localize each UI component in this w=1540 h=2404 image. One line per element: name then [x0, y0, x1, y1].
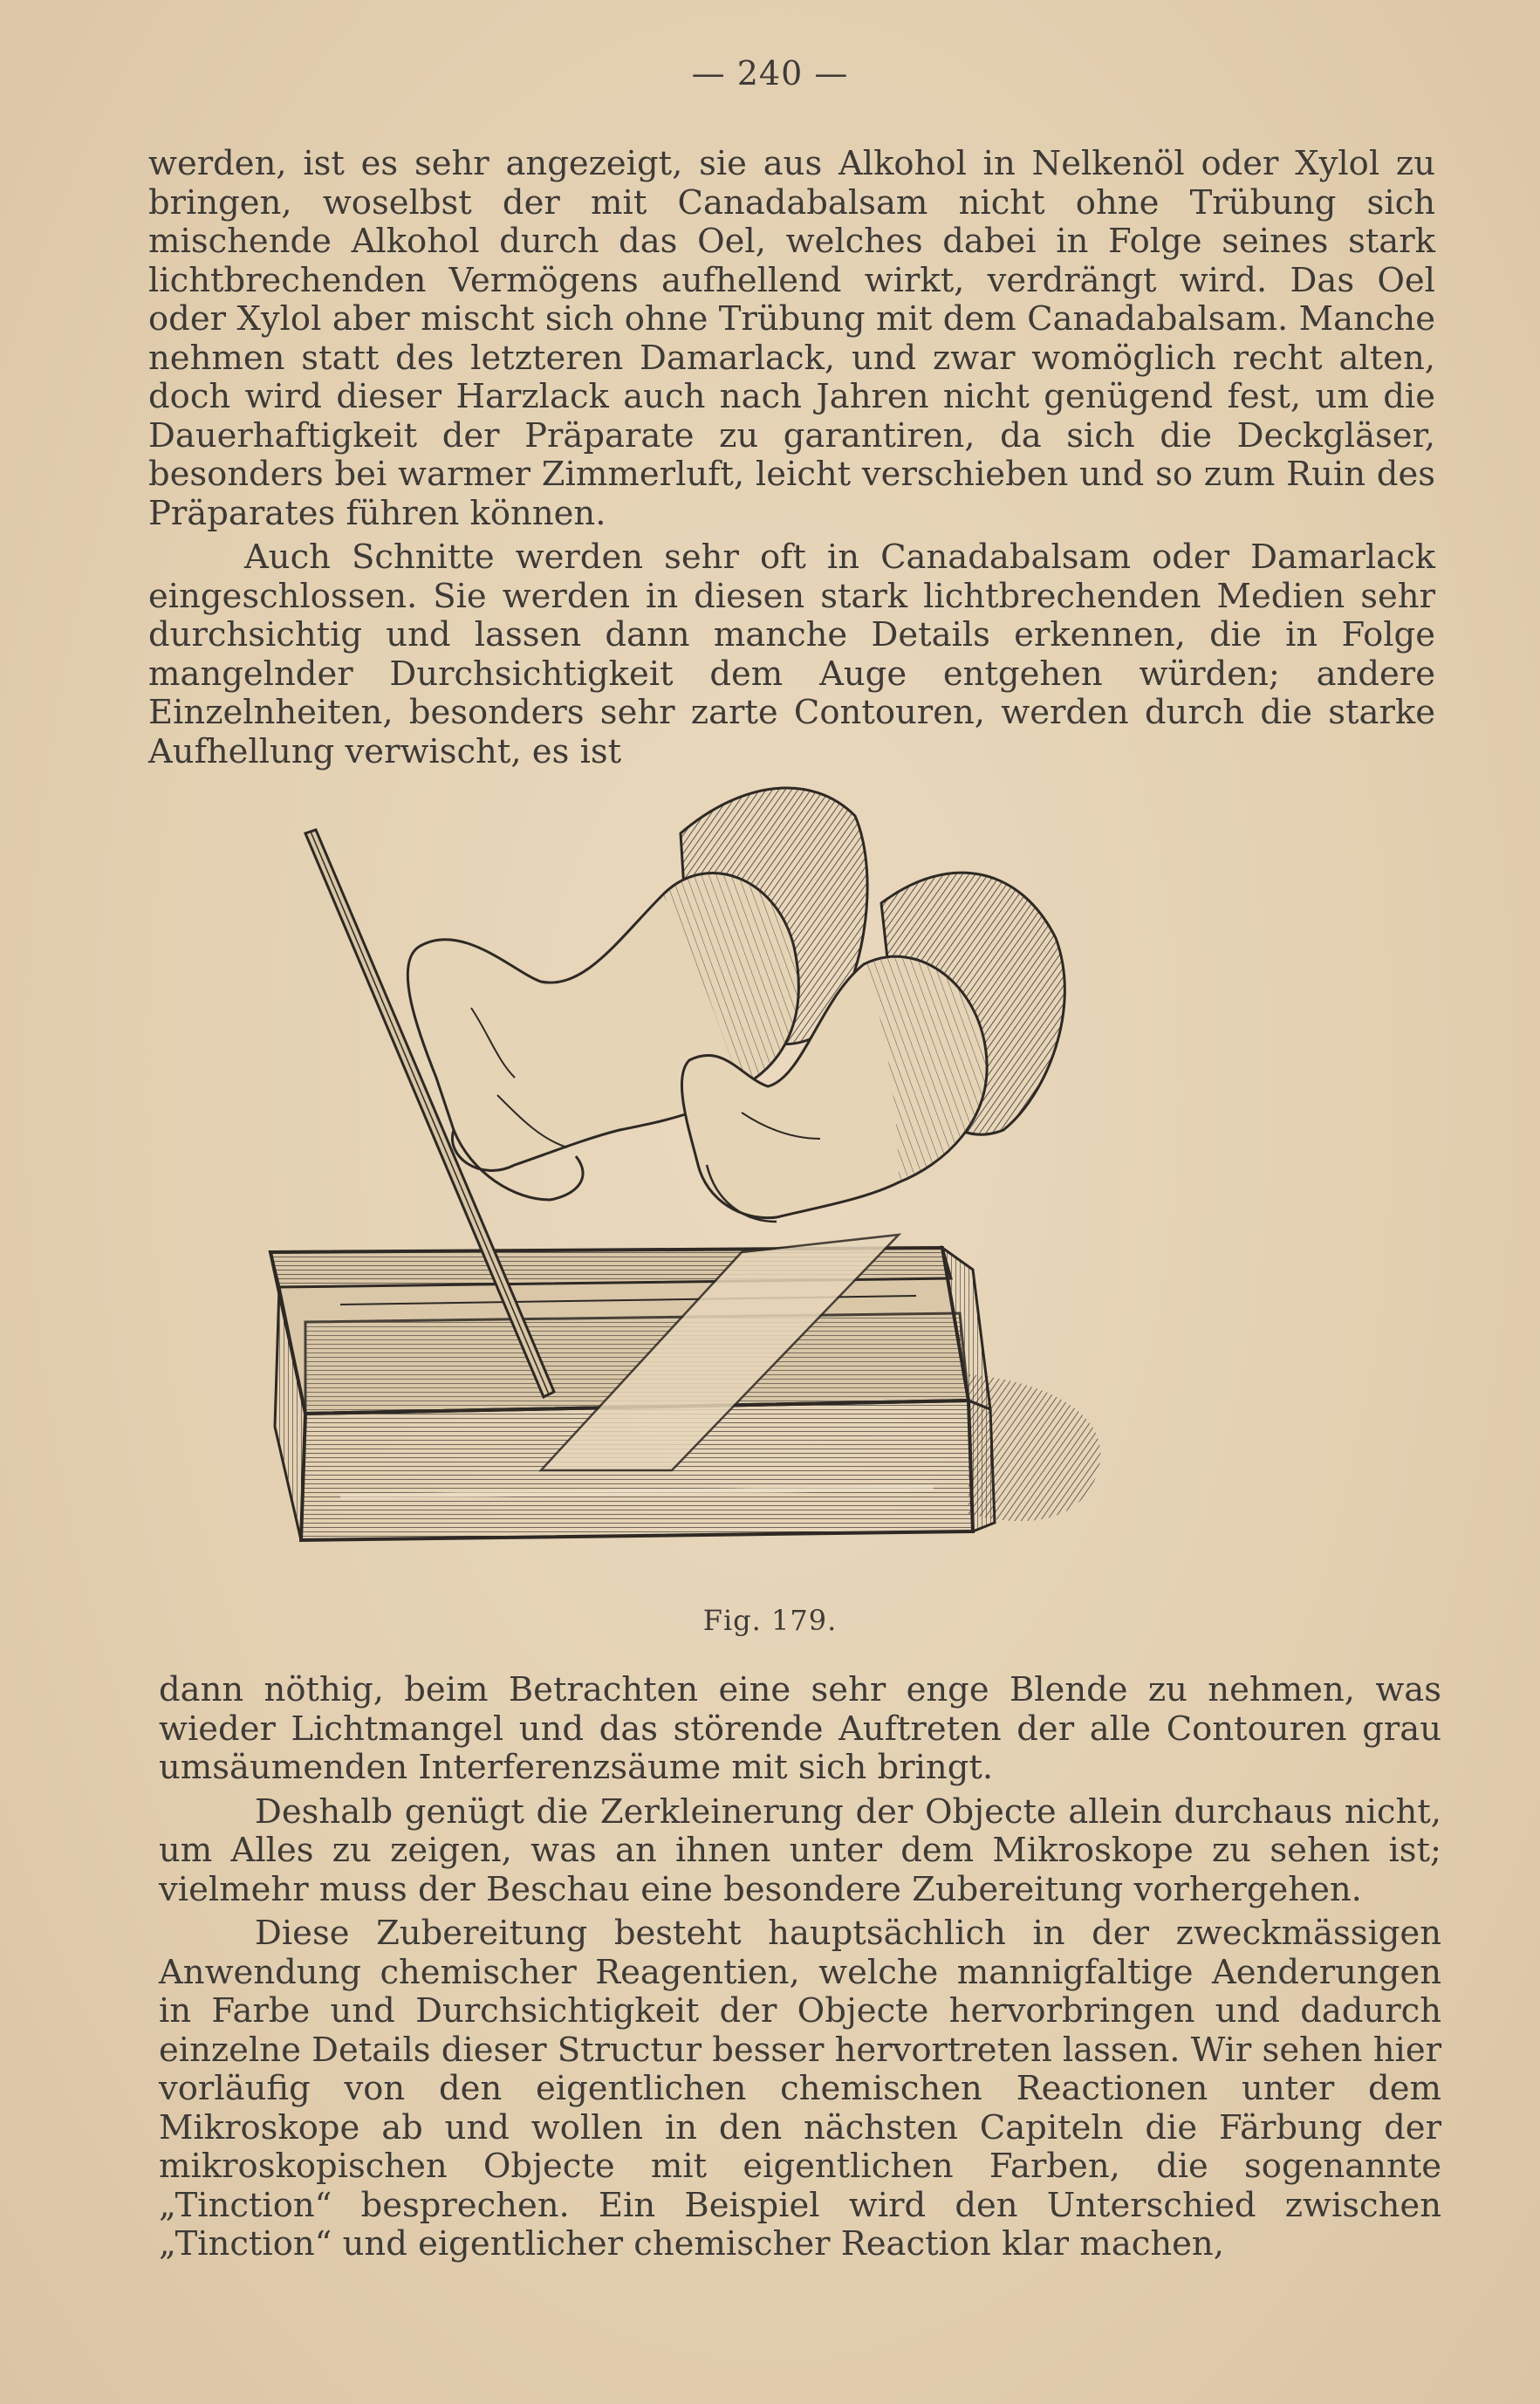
paragraph-5: Diese Zubereitung besteht hauptsächlich in der zweckmässigen Anwendung chemischer Reagentien, welche mannigfaltige Aenderungen in Farbe und Durchsichtigkeit der Objecte hervorbringen und dadurch einzelne Details dieser Structur besser hervortreten lassen. Wir sehen hier vorläufig von den eigentlichen chemischen Reactionen unter dem Mikroskope ab und wollen in den nächsten Capiteln die Färbung der mikroskopischen Objecte mit eigentlichen Farben, die sogenannte „Tinction“ besprechen. Ein Beispiel wird den Unterschied zwischen „Tinction“ und eigentlicher chemischer Reaction klar machen, — [159, 1914, 1442, 2264]
top-text-block — [148, 145, 1435, 771]
bottom-text-block — [159, 1671, 1441, 2264]
paragraph-3: dann nöthig, beim Betrachten eine sehr enge Blende zu nehmen, was wieder Lichtmangel und das störende Auftreten der alle Contouren grau umsäumenden Interferenzsäume mit sich bringt. — [159, 1670, 1441, 1787]
paragraph-4: Deshalb genügt die Zerkleinerung der Objecte allein durchaus nicht, um Alles zu zeigen, was an ihnen unter dem Mikroskope zu sehen ist; vielmehr muss der Beschau eine besondere Zubereitung vorhergehen. — [159, 1791, 1441, 1909]
paragraph-1: werden, ist es sehr angezeigt, sie aus Alkohol in Nelkenöl oder Xylol zu bringen, woselbst der mit Canadabalsam nicht ohne Trübung sich mischende Alkohol durch das Oel, welches dabei in Folge seines stark lichtbrechenden Vermögens aufhellend wirkt, verdrängt wird. Das Oel oder Xylol aber mischt sich ohne Trübung mit dem Canadabalsam. Manche nehmen statt des letzteren Damarlack, und zwar womöglich recht alten, doch wird dieser Harzlack auch nach Jahren nicht genügend fest, um die Dauerhaftigkeit der Präparate zu garantiren, da sich die Deckgläser, besonders bei warmer Zimmerluft, leicht verschieben und so zum Ruin des Präparates führen können. — [148, 144, 1435, 533]
figure-caption: Fig. 179. — [702, 1604, 838, 1637]
figure-illustration — [253, 746, 1126, 1575]
page-number: — 240 — — [691, 54, 849, 92]
paragraph-2: Auch Schnitte werden sehr oft in Canadabalsam oder Damarlack eingeschlossen. Sie werden in diesen stark lichtbrechenden Medien sehr durchsichtig und lassen dann manche Details erkennen, die in Folge mangelnder Durchsichtigkeit dem Auge entgehen würden; andere Einzelnheiten, besonders sehr zarte Contouren, werden durch die starke Aufhellung verwischt, es ist — [148, 538, 1435, 771]
